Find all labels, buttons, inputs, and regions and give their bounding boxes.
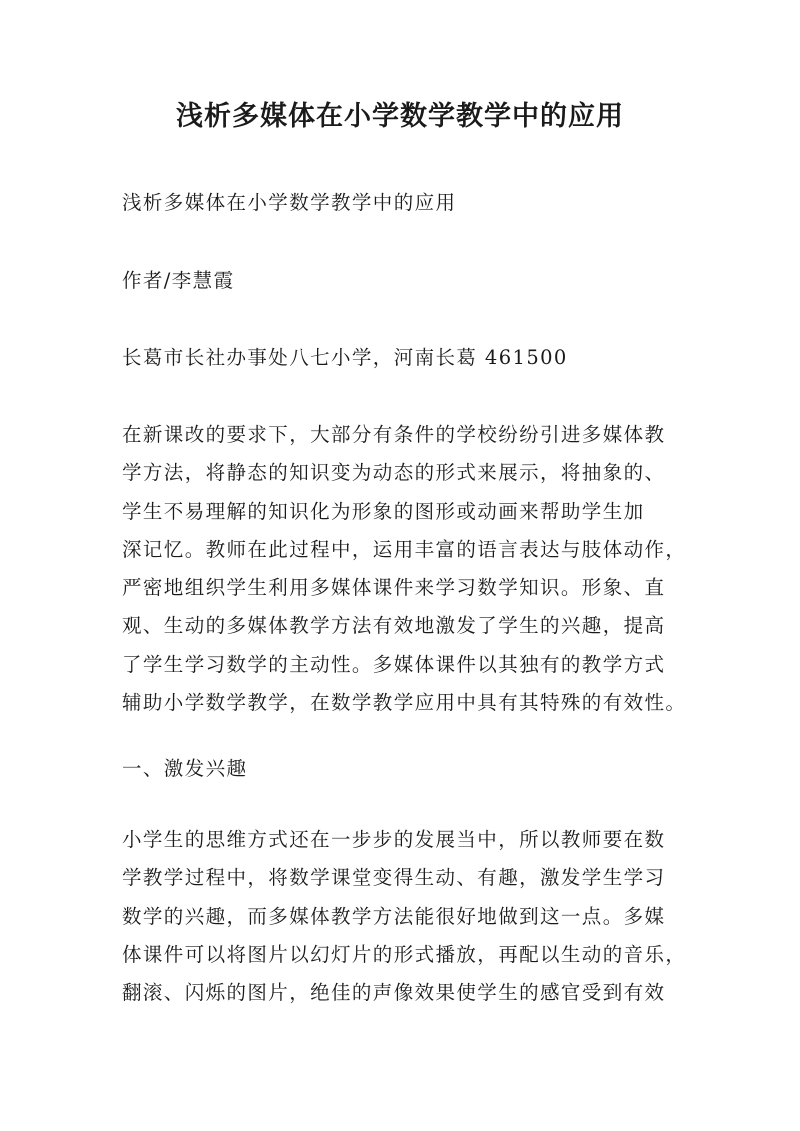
paragraph-line: 在新课改的要求下，大部分有条件的学校纷纷引进多媒体教 — [122, 423, 666, 446]
paragraph-line: 辅助小学数学教学，在数学教学应用中具有其特殊的有效性。 — [122, 691, 687, 715]
paragraph-line: 学教学过程中，将数学课堂变得生动、有趣，激发学生学习 — [122, 866, 666, 890]
paragraph-line: 学方法，将静态的知识变为动态的形式来展示，将抽象的、 — [122, 461, 666, 485]
paragraph-line: 翻滚、闪烁的图片，绝佳的声像效果使学生的感官受到有效 — [122, 981, 666, 1005]
paragraph-line: 了学生学习数学的主动性。多媒体课件以其独有的教学方式 — [122, 652, 666, 676]
paragraph-line: 小学生的思维方式还在一步步的发展当中，所以教师要在数 — [122, 828, 666, 851]
paragraph-line: 学生不易理解的知识化为形象的图形或动画来帮助学生加 — [122, 499, 645, 523]
paragraph-line: 体课件可以将图片以幻灯片的形式播放，再配以生动的音乐， — [122, 942, 687, 966]
author-line: 作者/李慧霞 — [122, 269, 235, 292]
document-title: 浅析多媒体在小学数学教学中的应用 — [176, 101, 624, 132]
paragraph-line: 观、生动的多媒体教学方法有效地激发了学生的兴趣，提高 — [122, 614, 666, 638]
abstract-paragraph — [122, 416, 692, 722]
section-paragraph — [122, 821, 692, 1012]
document-subtitle: 浅析多媒体在小学数学教学中的应用 — [122, 191, 457, 214]
section-heading: 一、激发兴趣 — [122, 757, 248, 780]
paragraph-line: 深记忆。教师在此过程中，运用丰富的语言表达与肢体动作， — [122, 537, 687, 561]
affiliation-line: 长葛市长社办事处八七小学，河南长葛 461500 — [122, 346, 568, 369]
paragraph-line: 数学的兴趣，而多媒体教学方法能很好地做到这一点。多媒 — [122, 904, 666, 928]
paragraph-line: 严密地组织学生利用多媒体课件来学习数学知识。形象、直 — [122, 576, 666, 600]
